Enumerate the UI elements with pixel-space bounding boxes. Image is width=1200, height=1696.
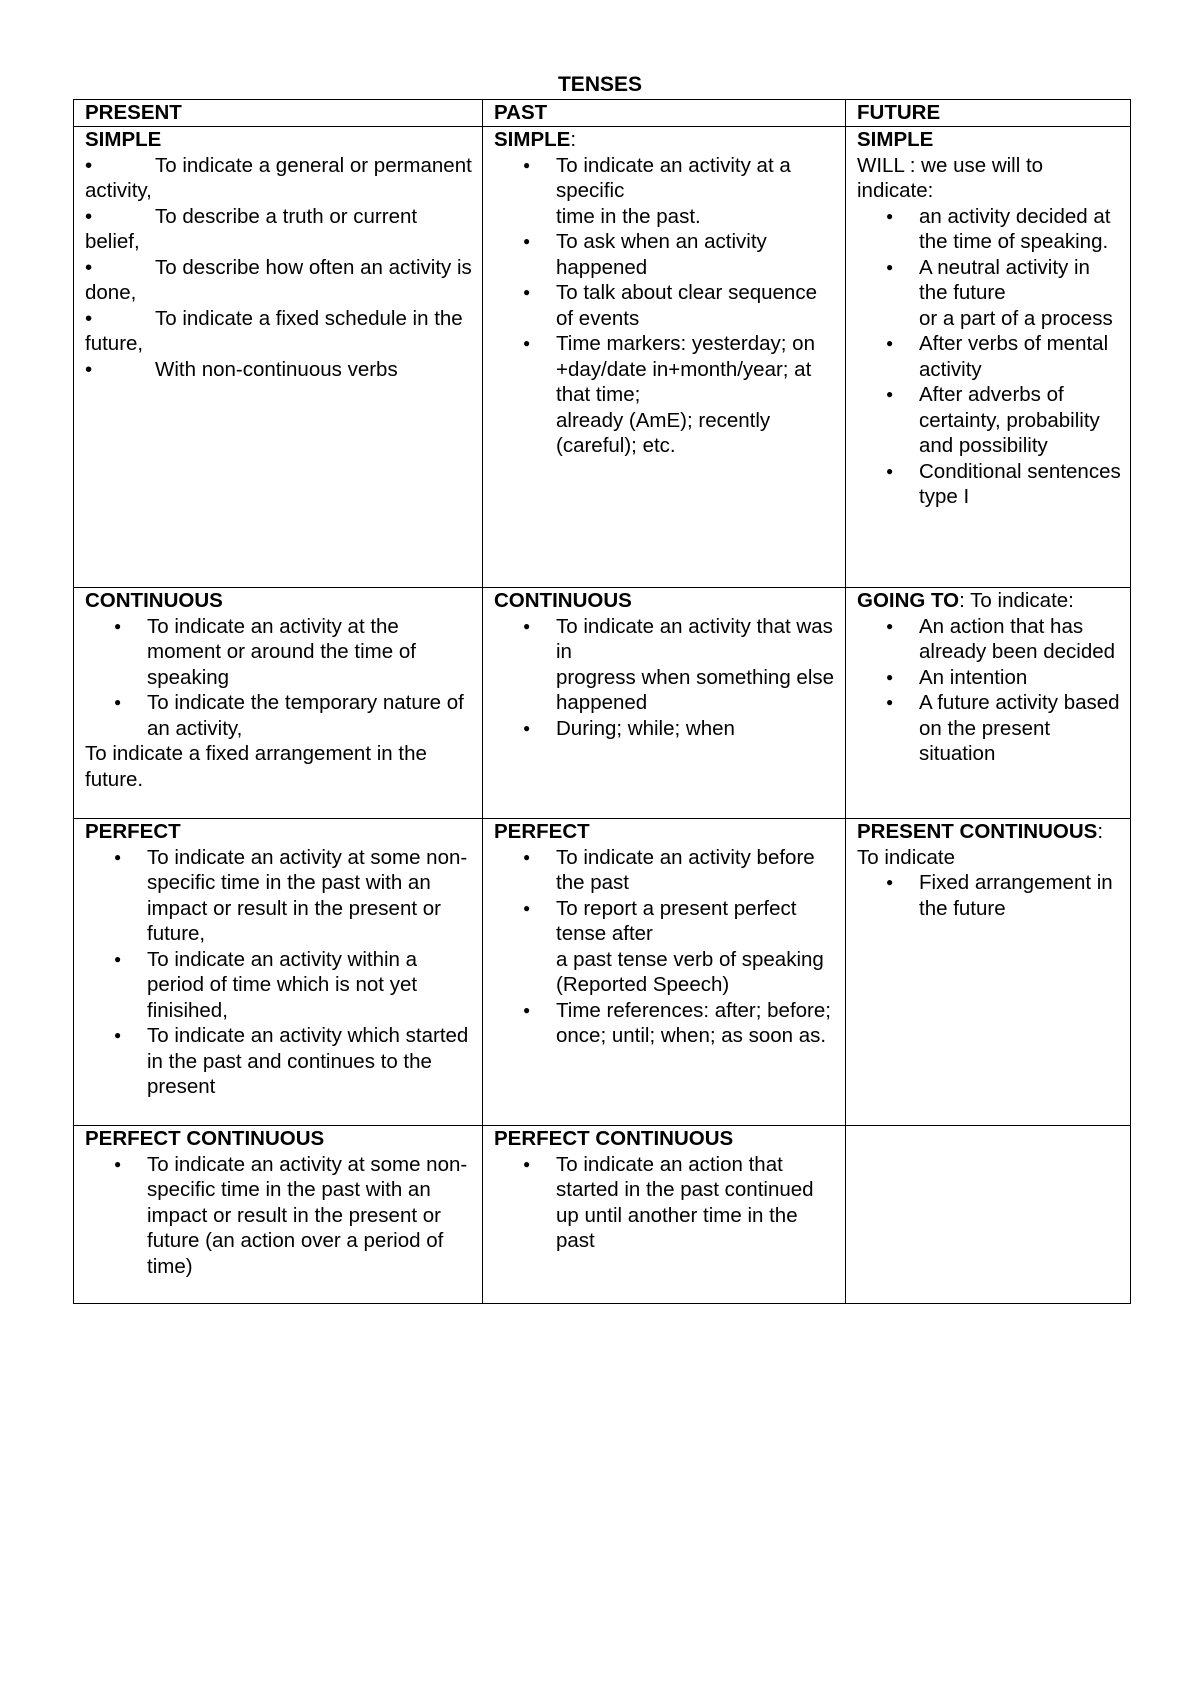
- list-item-text: To indicate an activity at a specific time in the past.: [556, 153, 791, 228]
- bullet-list: [85, 153, 474, 383]
- bullet-icon: •: [85, 153, 93, 177]
- bullet-list: [85, 1152, 474, 1280]
- bullet-icon: ●: [886, 208, 894, 223]
- bullet-icon: ●: [523, 1156, 531, 1171]
- section-heading: [494, 127, 837, 153]
- bullet-icon: ●: [886, 695, 894, 709]
- section-title: PERFECT: [494, 820, 590, 843]
- list-item: [886, 331, 1122, 382]
- list-item-text: To indicate an activity that was in progress when something else happened: [556, 614, 835, 714]
- bullet-icon: ●: [523, 234, 531, 248]
- bullet-list: [494, 1152, 837, 1254]
- list-item-text: Fixed arrangement in the future: [919, 871, 1113, 920]
- bullet-icon: ●: [886, 259, 894, 274]
- list-item: [523, 896, 837, 998]
- list-item: [85, 153, 474, 204]
- section-heading: [857, 588, 1122, 614]
- list-item-text: To indicate an activity at some non-specific time in the past with an impact or result in the present or future (an action over a period of time): [147, 1152, 468, 1278]
- section-heading: [85, 819, 474, 845]
- list-item: [886, 204, 1122, 255]
- cell-future-going-to: [846, 588, 1131, 819]
- cell-present-continuous: [74, 588, 483, 819]
- section-title: PRESENT CONTINUOUS: [857, 820, 1098, 843]
- section-intro: WILL : we use will to indicate:: [857, 153, 1044, 202]
- section-heading: [85, 588, 474, 614]
- list-item: [523, 153, 837, 230]
- list-item-text: To report a present perfect tense after a past tense verb of speaking (Reported Speech): [556, 896, 824, 996]
- list-item: [85, 306, 474, 357]
- bullet-icon: •: [85, 204, 93, 228]
- list-item-text: Time references: after; before; once; until; when; as soon as.: [556, 998, 831, 1047]
- list-item: [114, 947, 474, 1024]
- cell-present-perfect: [74, 819, 483, 1126]
- list-item-text: To ask when an activity happened: [556, 230, 767, 279]
- list-item: [85, 255, 474, 306]
- list-item-text: To indicate a general or permanent activity,: [85, 153, 472, 202]
- list-item-text: Conditional sentences type I: [919, 459, 1121, 508]
- section-title: CONTINUOUS: [85, 589, 223, 612]
- row-continuous: [74, 588, 1131, 819]
- header-row: [74, 100, 1131, 127]
- bullet-icon: ●: [523, 618, 531, 633]
- bullet-icon: ●: [523, 336, 531, 350]
- cell-past-perfect: [483, 819, 846, 1126]
- bullet-icon: ●: [114, 849, 122, 864]
- list-item: [114, 1023, 474, 1100]
- cell-future-present-continuous: [846, 819, 1131, 1126]
- list-item: [523, 716, 837, 742]
- bullet-icon: ●: [114, 951, 122, 966]
- bullet-icon: •: [85, 255, 93, 279]
- bullet-icon: ●: [523, 849, 531, 864]
- bullet-icon: ●: [886, 669, 894, 684]
- section-heading: [494, 1126, 837, 1152]
- list-item: [114, 1152, 474, 1280]
- list-item: [886, 255, 1122, 332]
- list-item-text: To indicate an activity at the moment or around the time of speaking: [147, 614, 416, 689]
- bullet-icon: ●: [523, 900, 531, 915]
- cell-past-simple: [483, 127, 846, 588]
- bullet-list: [85, 845, 474, 1100]
- section-heading: [494, 588, 837, 614]
- section-heading: [494, 819, 837, 845]
- bullet-icon: ●: [114, 1028, 122, 1042]
- list-item-text: After verbs of mental activity: [919, 332, 1109, 381]
- list-item-text: To describe how often an activity is done,: [85, 255, 472, 304]
- list-item-text: To indicate an activity at some non-specific time in the past with an impact or result in the present or future,: [147, 845, 468, 945]
- bullet-icon: ●: [886, 336, 894, 350]
- section-title: PERFECT CONTINUOUS: [494, 1127, 734, 1150]
- row-simple: [74, 127, 1131, 588]
- page-title: TENSES: [557, 73, 643, 96]
- list-item-text: During; while; when: [556, 716, 735, 740]
- section-title: PERFECT: [85, 820, 181, 843]
- list-item-text: With non-continuous verbs: [155, 357, 398, 381]
- cell-present-simple: [74, 127, 483, 588]
- section-heading: [857, 819, 1122, 870]
- section-heading: [857, 127, 1122, 153]
- section-title: PERFECT CONTINUOUS: [85, 1127, 325, 1150]
- bullet-icon: ●: [114, 1156, 122, 1171]
- row-perfect-continuous: [74, 1126, 1131, 1304]
- list-item-text: A neutral activity in the future or a part of a process: [919, 255, 1113, 330]
- list-item: [114, 845, 474, 947]
- list-item: [114, 690, 474, 741]
- list-item-text: An intention: [919, 665, 1028, 689]
- section-heading: [85, 127, 474, 153]
- list-item: [523, 1152, 837, 1254]
- bullet-icon: ●: [114, 618, 122, 633]
- cell-future-empty: [846, 1126, 1131, 1304]
- list-item-text: A future activity based on the present situation: [919, 691, 1120, 765]
- bullet-list: [857, 870, 1122, 921]
- bullet-icon: ●: [523, 1002, 531, 1017]
- list-item: [114, 614, 474, 691]
- list-item: [85, 357, 474, 383]
- cell-future-simple: [846, 127, 1131, 588]
- section-title: SIMPLE: [85, 128, 162, 151]
- cell-past-perfect-continuous: [483, 1126, 846, 1304]
- section-title-tail: : To indicate:: [959, 589, 1074, 612]
- list-item: [886, 870, 1122, 921]
- cell-present-perfect-continuous: [74, 1126, 483, 1304]
- column-header-future: FUTURE: [846, 100, 1131, 127]
- list-item: [886, 459, 1122, 510]
- list-item: [523, 614, 837, 716]
- bullet-list: [494, 153, 837, 459]
- bullet-list: [857, 614, 1122, 767]
- section-heading: [85, 1126, 474, 1152]
- bullet-list: [857, 204, 1122, 510]
- section-title: GOING TO: [857, 589, 960, 612]
- list-item-text: To indicate an activity within a period of time which is not yet finisihed,: [147, 947, 418, 1022]
- section-title-tail: : To indicate: [857, 820, 1104, 869]
- tenses-table: [73, 99, 1131, 1304]
- list-item-text: To indicate an action that started in the past continued up until another time in the past: [556, 1152, 814, 1252]
- list-item: [523, 845, 837, 896]
- column-header-past: PAST: [483, 100, 846, 127]
- list-item-text: After adverbs of certainty, probability and possibility: [919, 383, 1100, 457]
- list-item: [523, 280, 837, 331]
- bullet-icon: •: [85, 357, 93, 381]
- list-item: [886, 690, 1122, 767]
- section-title: SIMPLE: [857, 128, 934, 151]
- bullet-icon: ●: [886, 875, 894, 889]
- bullet-list: [494, 614, 837, 742]
- list-item-text: an activity decided at the time of speaking.: [919, 204, 1111, 253]
- bullet-icon: ●: [523, 285, 531, 299]
- list-item-text: To talk about clear sequence of events: [556, 281, 817, 330]
- column-header-present: PRESENT: [74, 100, 483, 127]
- list-item: [523, 331, 837, 459]
- list-item-text: To indicate an activity which started in the past and continues to the present: [147, 1024, 469, 1098]
- bullet-icon: ●: [886, 387, 894, 401]
- list-item: [886, 382, 1122, 459]
- list-item: [85, 204, 474, 255]
- bullet-icon: ●: [114, 695, 122, 709]
- list-item-text: To describe a truth or current belief,: [85, 204, 418, 253]
- list-item: [886, 665, 1122, 691]
- list-item: [523, 229, 837, 280]
- list-item-text: An action that has already been decided: [919, 614, 1116, 663]
- section-title: CONTINUOUS: [494, 589, 632, 612]
- list-item-text: To indicate a fixed schedule in the future,: [85, 306, 463, 355]
- bullet-list: [494, 845, 837, 1049]
- cell-past-continuous: [483, 588, 846, 819]
- bullet-icon: ●: [886, 463, 894, 478]
- section-title-tail: :: [570, 128, 577, 151]
- bullet-icon: ●: [886, 618, 894, 633]
- bullet-icon: •: [85, 306, 93, 330]
- bullet-icon: ●: [523, 157, 531, 172]
- section-note: To indicate a fixed arrangement in the future.: [85, 742, 427, 791]
- bullet-icon: ●: [523, 720, 531, 735]
- list-item-text: To indicate an activity before the past: [556, 845, 815, 894]
- list-item: [523, 998, 837, 1049]
- section-title: SIMPLE: [494, 128, 571, 151]
- bullet-list: [85, 614, 474, 742]
- row-perfect: [74, 819, 1131, 1126]
- list-item-text: To indicate the temporary nature of an activity,: [147, 691, 464, 740]
- list-item: [886, 614, 1122, 665]
- list-item-text: Time markers: yesterday; on +day/date in+month/year; at that time; already (AmE); recently (careful); etc.: [556, 332, 815, 457]
